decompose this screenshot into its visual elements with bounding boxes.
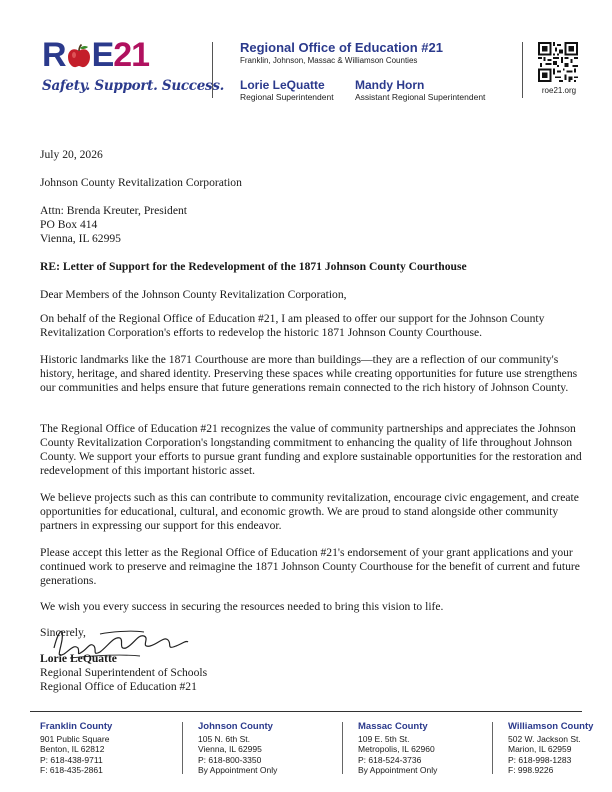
footer-column-divider: [182, 722, 183, 774]
body-paragraph: Historic landmarks like the 1871 Courthouse are more than buildings—they are a reflection of our community's history, heritage, and shared identity. Preserving these spaces while creating opportunities for future use strengthens our communities and helps ensure that future generations remain connected to the rich history of Johnson County.: [40, 353, 578, 394]
body-paragraph: The Regional Office of Education #21 recognizes the value of community partnerships and appreciates the Johnson County Revitalization Corporation's longstanding commitment to enhancing the quality of life throughout Johnson County. We support your efforts to pursue grant funding and explore sustainable opportunities for the restoration and redevelopment of this important historic asset.: [40, 422, 582, 477]
logo-letter-r: R: [42, 36, 66, 74]
footer-note: By Appointment Only: [198, 765, 278, 775]
footer-address-line: Vienna, IL 62995: [198, 744, 262, 754]
footer-phone[interactable]: P: 618-800-3350: [198, 754, 262, 765]
footer-office-franklin: [40, 722, 112, 776]
footer-county-name: Franklin County: [40, 721, 113, 732]
footer-county-name: Williamson County: [508, 721, 594, 732]
footer-address-line: 901 Public Square: [40, 733, 110, 744]
footer-office-massac: [358, 722, 437, 776]
qr-code-icon[interactable]: [538, 42, 578, 82]
footer-address-line: Marion, IL 62959: [508, 744, 572, 754]
footer-address-line: 502 W. Jackson St.: [508, 733, 581, 744]
footer-office-williamson: [508, 722, 593, 776]
salutation: Dear Members of the Johnson County Revitalization Corporation,: [40, 288, 347, 301]
superintendent-title: Regional Superintendent: [240, 92, 334, 102]
logo-letter-e: E: [91, 36, 114, 74]
subject-line: RE: Letter of Support for the Redevelopment of the 1871 Johnson County Courthouse: [40, 260, 467, 273]
header-divider: [212, 42, 213, 98]
assistant-superintendent-title: Assistant Regional Superintendent: [355, 92, 486, 102]
body-paragraph: Please accept this letter as the Regional Office of Education #21's endorsement of your grant applications and your continued work to preserve and reimagine the 1871 Johnson County Courthouse for the benefit of current and future generations.: [40, 546, 580, 587]
logo-tagline: Safety. Support. Success.: [42, 78, 225, 94]
footer-county-name: Johnson County: [198, 721, 273, 732]
signer-title: Regional Superintendent of Schools: [40, 666, 208, 679]
recipient-organization: Johnson County Revitalization Corporation: [40, 176, 242, 189]
assistant-superintendent-name: Mandy Horn: [355, 78, 425, 92]
footer-note: By Appointment Only: [358, 765, 438, 775]
footer-column-divider: [342, 722, 343, 774]
footer-column-divider: [492, 722, 493, 774]
footer-office-johnson: [198, 722, 277, 776]
signer-organization: Regional Office of Education #21: [40, 680, 197, 693]
address-line: Vienna, IL 62995: [40, 232, 121, 245]
footer-fax: F: 998.9226: [508, 765, 554, 775]
website-url[interactable]: roe21.org: [541, 86, 577, 95]
footer-county-name: Massac County: [358, 721, 428, 732]
signer-name: Lorie LeQuatte: [40, 652, 117, 665]
footer-phone[interactable]: P: 618-438-9711: [40, 754, 103, 765]
superintendent-name: Lorie LeQuatte: [240, 78, 325, 92]
closing: Sincerely,: [40, 626, 86, 639]
body-paragraph: On behalf of the Regional Office of Education #21, I am pleased to offer our support for the Johnson County Revitalization Corporation's efforts to redevelop the historic 1871 Johnson County Courthouse.: [40, 312, 545, 339]
footer-address-line: 105 N. 6th St.: [198, 733, 250, 744]
header-divider-right: [522, 42, 523, 98]
footer-fax: F: 618-435-2861: [40, 765, 103, 775]
apple-icon: [66, 43, 92, 69]
body-paragraph: We believe projects such as this can contribute to community revitalization, encourage civic engagement, and create opportunities for educational, cultural, and economic growth. We are proud to stand alongside other community partners in expressing our support for this endeavor.: [40, 491, 579, 532]
roe21-logo: [42, 36, 225, 94]
body-paragraph: We wish you every success in securing the resources needed to bring this vision to life.: [40, 600, 444, 613]
address-line: Attn: Brenda Kreuter, President: [40, 204, 187, 217]
footer-address-line: Benton, IL 62812: [40, 744, 105, 754]
counties-served: Franklin, Johnson, Massac & Williamson Counties: [240, 56, 418, 65]
footer-address-line: 109 E. 5th St.: [358, 733, 410, 744]
footer-phone[interactable]: P: 618-998-1283: [508, 754, 572, 765]
logo-number: 21: [113, 36, 150, 74]
office-name: Regional Office of Education #21: [240, 40, 443, 55]
address-line: PO Box 414: [40, 218, 98, 231]
footer-divider: [30, 711, 582, 712]
footer-phone[interactable]: P: 618-524-3736: [358, 754, 422, 765]
letter-date: July 20, 2026: [40, 148, 103, 161]
footer-address-line: Metropolis, IL 62960: [358, 744, 435, 754]
